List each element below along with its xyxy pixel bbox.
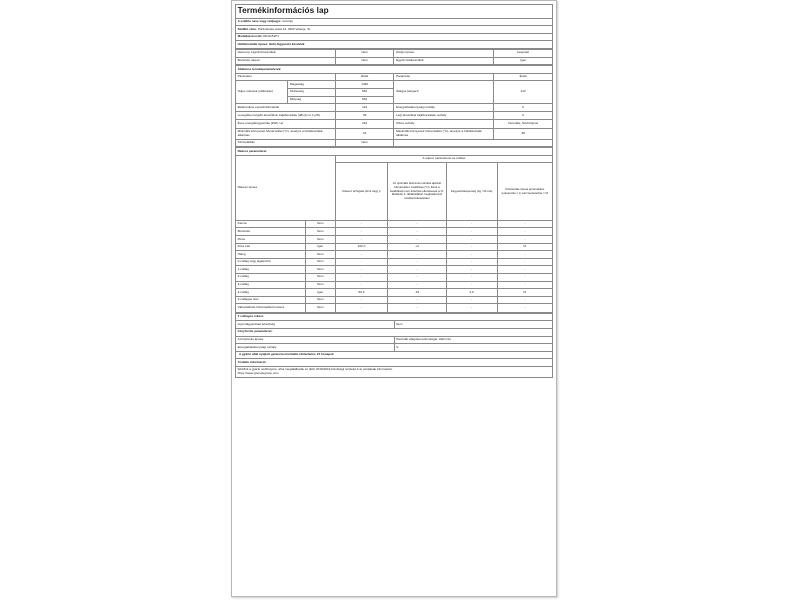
supplier-value: Gorenje: [282, 19, 294, 24]
appliance-type-row: [236, 41, 553, 49]
compartment-present: Nem: [305, 228, 335, 236]
compartment-present: Nem: [305, 274, 335, 282]
general-col-value-right: Érték: [494, 73, 553, 81]
dimension-name-height: Magasság: [288, 81, 336, 89]
compartment-volume: -: [335, 220, 387, 228]
compartment-present: Nem: [305, 236, 335, 244]
noise-emission-value: 39: [335, 111, 394, 119]
table-row: [236, 258, 553, 266]
compartment-freezing-capacity: -: [446, 258, 497, 266]
identity-table: [235, 4, 553, 49]
address-label: Szállító címe:: [237, 26, 258, 31]
compartment-type: 3-csillag: [236, 281, 306, 289]
compartment-freezing-capacity: -: [446, 281, 497, 289]
dimension-name-depth: Mélység: [288, 96, 336, 104]
compartment-defrost-type: -: [497, 236, 553, 244]
table-row: [236, 281, 553, 289]
compartment-type: Bortároló: [236, 228, 306, 236]
compartment-type: Hideg: [236, 251, 306, 259]
other-appliance-label: Egyéb hűtőkészülék:: [394, 57, 494, 65]
compartment-present: Nem: [305, 281, 335, 289]
compartment-type: 2-csillagos rész: [236, 296, 306, 304]
compartment-freezing-capacity: -: [446, 236, 497, 244]
table-row: [236, 304, 553, 312]
appliance-type-value: Hűtő-fagyasztó készülék: [268, 41, 305, 46]
four-star-section-title: 4 csillagos rekesz: [236, 313, 553, 321]
annual-energy-value: 242: [335, 120, 394, 128]
wine-compartment-value: Nem: [335, 57, 394, 65]
compartment-volume: -: [335, 258, 387, 266]
compartment-col-temperature: Az optimális élelmiszer-tárolás ajánlott hőmérséklet -beállítása (°C). Ezek a beállítások nem lehetnek ellentétesek a IV. Melléklet 3. táblázatában meghatározott tárolási feltételekkel: [388, 163, 447, 221]
compartment-col-volume: Rekesz térfogata (dm3 vagy l): [335, 163, 387, 221]
compartment-volume: -: [335, 228, 387, 236]
noise-class-value: C: [494, 111, 553, 119]
compartment-present: Nem: [305, 220, 335, 228]
compartment-temperature: +4: [388, 243, 447, 251]
compartment-volume: -: [335, 251, 387, 259]
further-info-section-title: További információ:: [236, 359, 553, 367]
dimension-value-height: 1440: [335, 81, 394, 89]
supplier-label: A szállító neve vagy védjegye:: [237, 19, 282, 24]
compartment-defrost-type: -: [497, 304, 553, 312]
table-row: [236, 296, 553, 304]
compartment-defrost-type: -: [497, 228, 553, 236]
compartment-defrost-type: -: [497, 266, 553, 274]
compartment-col-freezing-capacity: Fagyasztóképesség (kg / 24 óra): [446, 163, 497, 221]
compartment-section-title: Rekesz paraméterei:: [236, 148, 553, 156]
weblink-description: Weblink a gyártó webhelyére, ahol megtalálhatók az (EU) 2019/2019 bizottsági rendelet 4.a) pontjának információi:: [237, 367, 393, 372]
min-ambient-value: 16: [335, 128, 394, 139]
compartment-temperature: -: [388, 236, 447, 244]
compartment-present: Igen: [305, 243, 335, 251]
min-ambient-label: Minimális környezeti hőmérséklet (°C), amelyre a hűtőkészülék alkalmas: [236, 128, 336, 139]
model-label: Modellazonosító:: [237, 34, 263, 39]
compartment-defrost-type: -: [497, 274, 553, 282]
light-source-class-label: Energiahatékonysági osztály: [236, 344, 395, 352]
compartment-temperature: -: [388, 296, 447, 304]
dimension-name-width: Szélesség: [288, 88, 336, 96]
table-row: [236, 236, 553, 244]
compartment-defrost-type: -: [497, 281, 553, 289]
light-source-section-title: Fényforrás paraméterei:: [236, 328, 553, 336]
winter-setting-empty: [394, 139, 553, 147]
climate-class-value: Normális, Szubtrópusi: [494, 120, 553, 128]
compartment-temperature: -: [388, 220, 447, 228]
export-info-label: Elektronikus exportinformációk: [236, 104, 336, 112]
table-row: [236, 220, 553, 228]
general-parameters-table: [235, 65, 553, 147]
compartment-freezing-capacity: 2,6: [446, 289, 497, 297]
compartment-temperature: -: [388, 251, 447, 259]
compartment-defrost-type: -: [497, 258, 553, 266]
compartment-freezing-capacity: -: [446, 220, 497, 228]
compartment-temperature: -: [388, 266, 447, 274]
low-noise-label: Alacsony zajszintű készülék:: [236, 49, 336, 57]
table-row: [236, 266, 553, 274]
compartment-freezing-capacity: -: [446, 228, 497, 236]
compartment-volume: -: [335, 274, 387, 282]
compartment-temperature: -: [388, 281, 447, 289]
compartment-present: Nem: [305, 258, 335, 266]
compartment-freezing-capacity: -: [446, 296, 497, 304]
dimensions-label: Teljes méretek (milliméter): [236, 81, 288, 104]
table-row: [236, 274, 553, 282]
compartment-type: 4-csillag: [236, 289, 306, 297]
fast-freeze-value: Nem: [394, 321, 553, 329]
compartment-volume: 162,0: [335, 243, 387, 251]
winter-setting-label: Téli beállítás: [236, 139, 336, 147]
compartment-parameters-table: [235, 147, 553, 313]
noise-class-label: Légi akusztikai zajkibocsátási osztály: [394, 111, 494, 119]
compartment-volume: -: [335, 266, 387, 274]
compartment-defrost-type: -: [497, 296, 553, 304]
light-source-class-value: G: [394, 344, 553, 352]
table-row: [236, 243, 553, 251]
model-value: RKI4151P1: [263, 34, 279, 39]
compartment-freezing-capacity: -: [446, 274, 497, 282]
compartment-defrost-type: M: [497, 289, 553, 297]
compartment-defrost-type: M: [497, 243, 553, 251]
manufacturer-url[interactable]: https://www.gorenjegroup.com: [237, 370, 279, 375]
wine-compartment-label: Bortároló rekesz:: [236, 57, 336, 65]
max-ambient-value: 38: [494, 128, 553, 139]
compartment-freezing-capacity: -: [446, 243, 497, 251]
model-row: [236, 33, 553, 41]
compartment-temperature: -18: [388, 289, 447, 297]
address-value: Partizanska cesta 12, 3320 Velenje, SI: [257, 26, 311, 31]
compartment-type: Friss étel: [236, 243, 306, 251]
general-col-param-left: Paraméter: [236, 73, 336, 81]
compartment-temperature: -: [388, 304, 447, 312]
compartment-present: Igen: [305, 289, 335, 297]
left-gutter: [0, 0, 231, 600]
compartment-freezing-capacity: -: [446, 251, 497, 259]
warranty-text: A gyártó által nyújtott garancia minimális időtartama: 24 hónapok: [236, 351, 553, 359]
noise-label: Átlagos hangerő:: [394, 81, 494, 104]
footer-sections-table: [235, 313, 553, 378]
compartment-group-header: A rekesz paraméterei és értékei: [335, 155, 552, 163]
climate-class-label: Klíma osztály:: [394, 120, 494, 128]
light-source-type-label: A fényforrás típusa:: [236, 336, 395, 344]
sheet-content: [235, 4, 553, 378]
compartment-temperature: -: [388, 274, 447, 282]
right-gutter: [557, 0, 800, 600]
compartment-volume: -: [335, 296, 387, 304]
compartment-type: Pince: [236, 236, 306, 244]
compartment-col-type: Rekesz típusa: [236, 155, 336, 220]
design-type-label: Dizájn típusa:: [394, 49, 494, 57]
compartment-type: 2-csillag: [236, 274, 306, 282]
dimension-value-width: 540: [335, 88, 394, 96]
compartment-present: Nem: [305, 266, 335, 274]
table-row: [236, 289, 553, 297]
noise-value: 212: [494, 81, 553, 104]
compartment-defrost-type: -: [497, 251, 553, 259]
compartment-type: 0-csillag vagy jégkészítő: [236, 258, 306, 266]
general-section-title: Általános termékparaméterek:: [236, 66, 553, 74]
compartment-volume: 50,0: [335, 289, 387, 297]
general-col-param-right: Paraméter: [394, 73, 494, 81]
annual-energy-label: Éves energiafogyasztás (kWh / a): [236, 120, 336, 128]
compartment-temperature: -: [388, 228, 447, 236]
compartment-volume: -: [335, 236, 387, 244]
max-ambient-label: Maximális környezeti hőmérséklet (°C), amelyre a hűtőkészülék alkalmas: [394, 128, 494, 139]
energy-class-value: F: [494, 104, 553, 112]
light-source-type-value: Használt világítási technológia: LED izzó: [394, 336, 553, 344]
compartment-col-defrost-type: Kiolvasztás típusa automatikus leolvasztás = A, kézi leolvasztás = M: [497, 163, 553, 221]
compartment-temperature: -: [388, 258, 447, 266]
compartment-defrost-type: -: [497, 220, 553, 228]
compartment-present: Nem: [305, 296, 335, 304]
energy-class-label: Energiahatékonysági osztály: [394, 104, 494, 112]
table-row: [236, 251, 553, 259]
compartment-present: Nem: [305, 304, 335, 312]
compartment-volume: -: [335, 304, 387, 312]
noise-emission-label: Levegőben terjedő akusztikus zajkibocsátás (dB (A) re 1 pW): [236, 111, 336, 119]
compartment-volume: -: [335, 281, 387, 289]
table-row: [236, 228, 553, 236]
compartment-type: Változtatható hőmérsékletű rekesz: [236, 304, 306, 312]
compartment-freezing-capacity: -: [446, 304, 497, 312]
compartment-type: Kamra: [236, 220, 306, 228]
general-col-value-left: Érték: [335, 73, 394, 81]
appliance-type-label: Hűtőkészülék típusa:: [237, 41, 269, 46]
export-info-value: 124: [335, 104, 394, 112]
low-noise-value: Nem: [335, 49, 394, 57]
compartment-freezing-capacity: -: [446, 266, 497, 274]
dimension-value-depth: 540: [335, 96, 394, 104]
design-type-table: [235, 49, 553, 65]
product-information-sheet-page: [231, 0, 557, 597]
supplier-row: [236, 18, 553, 26]
winter-setting-value: Nem: [335, 139, 394, 147]
compartment-present: Nem: [305, 251, 335, 259]
compartment-type: 1-csillag: [236, 266, 306, 274]
other-appliance-value: Igen: [494, 57, 553, 65]
fast-freeze-label: Gyorsfagyasztási lehetőség: [236, 321, 395, 329]
page-title: Termékinformációs lap: [236, 5, 553, 19]
design-type-value: beépített: [494, 49, 553, 57]
further-info-content: [236, 366, 553, 377]
address-row: [236, 26, 553, 34]
